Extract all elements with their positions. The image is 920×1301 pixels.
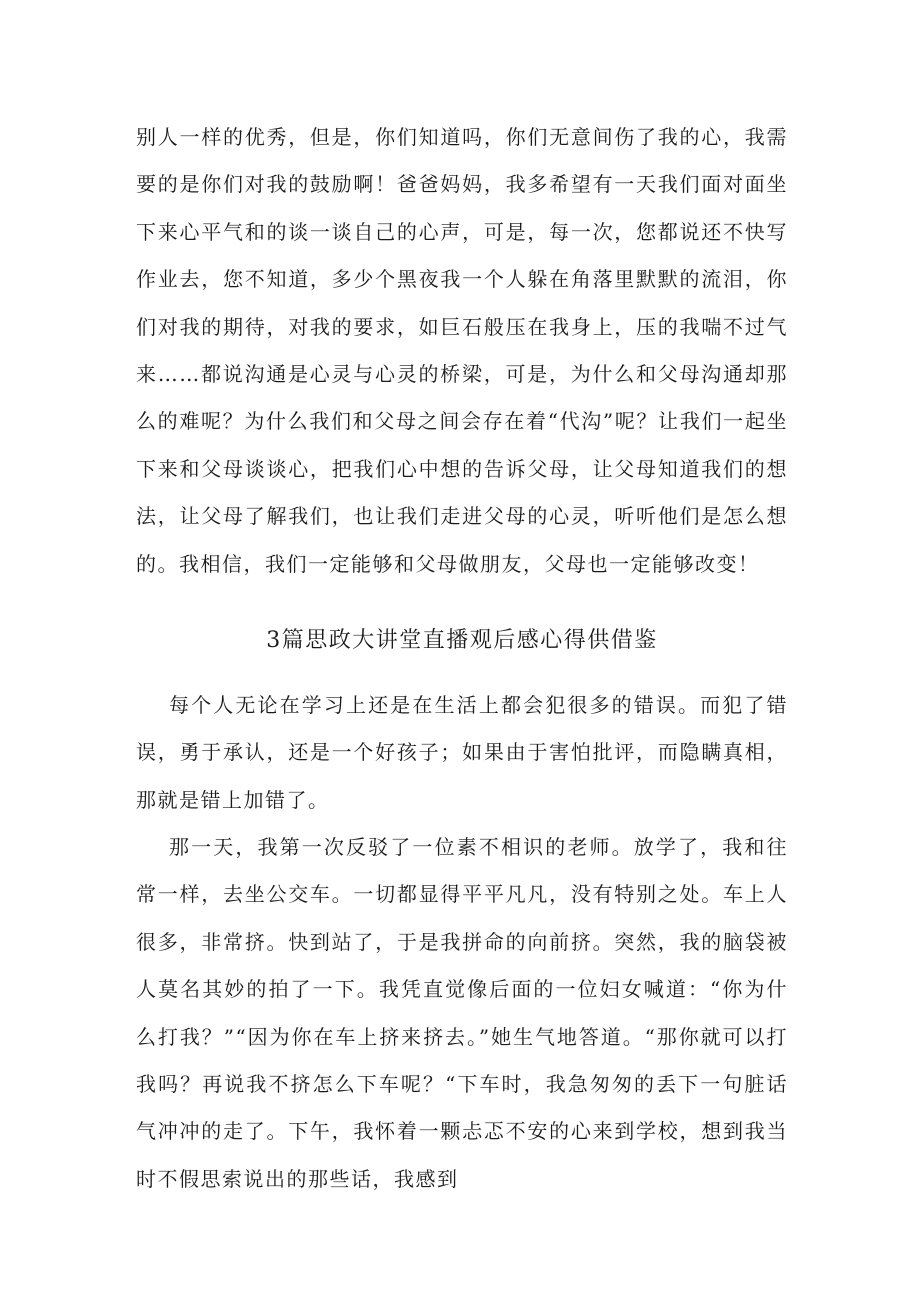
- section-heading: 3篇思政大讲堂直播观后感心得供借鉴: [266, 628, 658, 653]
- paragraph-3: 那一天，我第一次反驳了一位素不相识的老师。放学了，我和往常一样，去坐公交车。一切都显得平平凡凡，没有特别之处。车上人很多，非常挤。快到站了，于是我拼命的向前挤。突然，我的脑袋被人莫名其妙的拍了一下。我凭直觉像后面的一位妇女喊道：“你为什么打我？”“因为你在车上挤来挤去。”她生气地答道。“那你就可以打我吗？再说我不挤怎么下车呢？“下车时，我急匆匆的丢下一句脏话气冲冲的走了。下午，我怀着一颗忐忑不安的心来到学校，想到我当时不假思索说出的那些话，我感到: [136, 835, 788, 1191]
- paragraph-1: 别人一样的优秀，但是，你们知道吗，你们无意间伤了我的心，我需要的是你们对我的鼓励啊！爸爸妈妈，我多希望有一天我们面对面坐下来心平气和的谈一谈自己的心声，可是，每一次，您都说还不快写作业去，您不知道，多少个黑夜我一个人躲在角落里默默的流泪，你们对我的期待，对我的要求，如巨石般压在我身上，压的我喘不过气来……都说沟通是心灵与心灵的桥梁，可是，为什么和父母沟通却那么的难呢？为什么我们和父母之间会存在着“代沟”呢？让我们一起坐下来和父母谈谈心，把我们心中想的告诉父母，让父母知道我们的想法，让父母了解我们，也让我们走进父母的心灵，听听他们是怎么想的。我相信，我们一定能够和父母做朋友，父母也一定能够改变！: [136, 125, 788, 576]
- paragraph-2: 每个人无论在学习上还是在生活上都会犯很多的错误。而犯了错误，勇于承认，还是一个好孩子；如果由于害怕批评，而隐瞒真相，那就是错上加错了。: [136, 693, 788, 812]
